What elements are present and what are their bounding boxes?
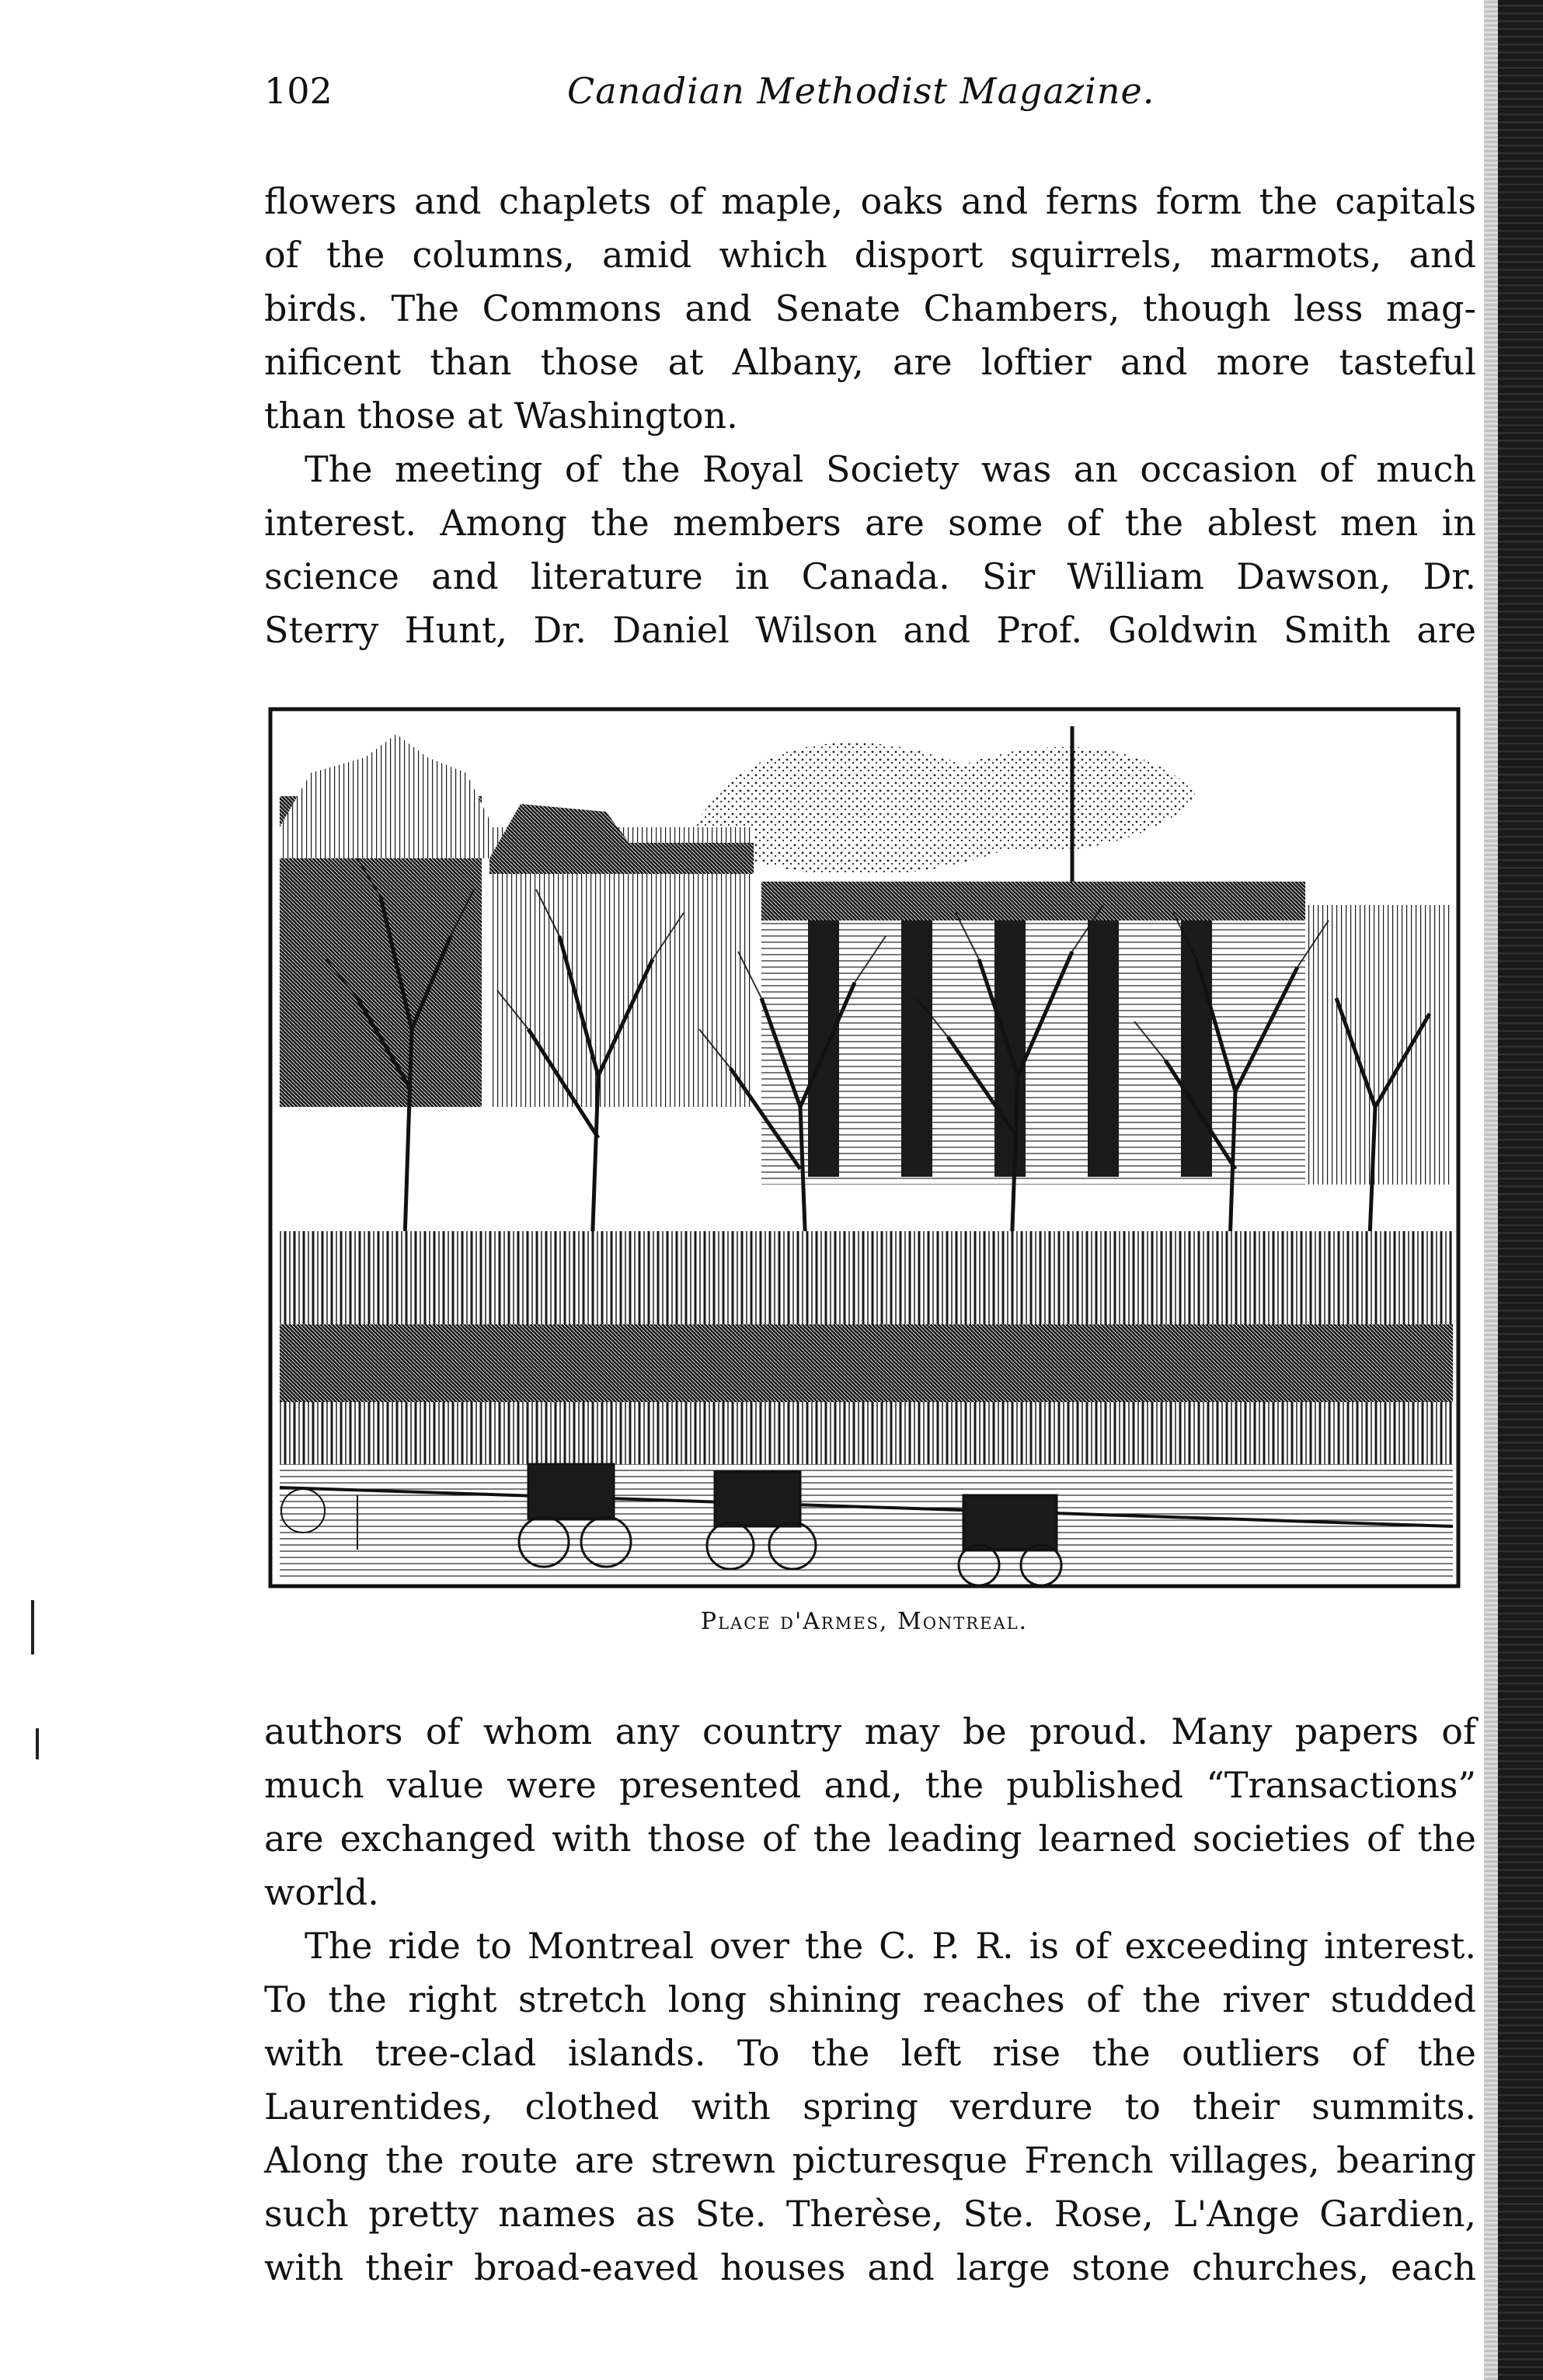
text-line: To the right stretch long shining reaches of the river studded <box>264 1978 1476 2020</box>
text-line: interest. Among the members are some of the ablest men in <box>264 502 1476 544</box>
text-line: with tree-clad islands. To the left rise the outliers of the <box>264 2032 1476 2074</box>
bottom-text-block <box>264 1705 1476 2295</box>
text-line: with their broad-eaved houses and large stone churches, each <box>264 2246 1476 2288</box>
engraving-place-darmes <box>264 703 1465 1592</box>
paragraph <box>264 1919 1476 2295</box>
figure-caption: Place d'Armes, Montreal. <box>700 1608 1029 1635</box>
paragraph <box>264 175 1476 443</box>
top-text-block <box>264 175 1476 657</box>
magazine-title: Canadian Methodist Magazine. <box>567 70 1155 112</box>
text-line: are exchanged with those of the leading learned societies of the <box>264 1818 1476 1860</box>
scan-edge <box>1498 0 1543 2380</box>
text-line: Along the route are strewn picturesque French villages, bearing <box>264 2139 1476 2181</box>
paragraph <box>264 443 1476 657</box>
text-line: flowers and chaplets of maple, oaks and ferns form the capitals <box>264 180 1476 222</box>
margin-mark <box>36 1728 39 1759</box>
text-line: world. <box>264 1871 379 1913</box>
margin-mark <box>31 1600 34 1655</box>
text-line: such pretty names as Ste. Therèse, Ste. Rose, L'Ange Gardien, <box>264 2193 1476 2235</box>
text-line: Laurentides, clothed with spring verdure to their summits. <box>264 2086 1476 2128</box>
text-line: The meeting of the Royal Society was an occasion of much <box>305 448 1476 490</box>
text-line: science and literature in Canada. Sir William Dawson, Dr. <box>264 555 1476 597</box>
text-line: nificent than those at Albany, are loftier and more tasteful <box>264 341 1476 383</box>
text-line: The ride to Montreal over the C. P. R. is of exceeding interest. <box>305 1925 1476 1967</box>
page-header <box>264 70 1476 124</box>
text-line: of the columns, amid which disport squirrels, marmots, and <box>264 234 1476 276</box>
running-head <box>264 70 1476 124</box>
scan-edge-shadow <box>1484 0 1498 2380</box>
page-number: 102 <box>264 70 333 112</box>
text-line: Sterry Hunt, Dr. Daniel Wilson and Prof. Goldwin Smith are <box>264 609 1476 651</box>
text-line: authors of whom any country may be proud. Many papers of <box>264 1710 1476 1752</box>
text-line: than those at Washington. <box>264 395 738 437</box>
text-line: birds. The Commons and Senate Chambers, though less mag- <box>264 287 1476 329</box>
text-line: much value were presented and, the published “Transactions” <box>264 1764 1476 1806</box>
paragraph <box>264 1705 1476 1919</box>
